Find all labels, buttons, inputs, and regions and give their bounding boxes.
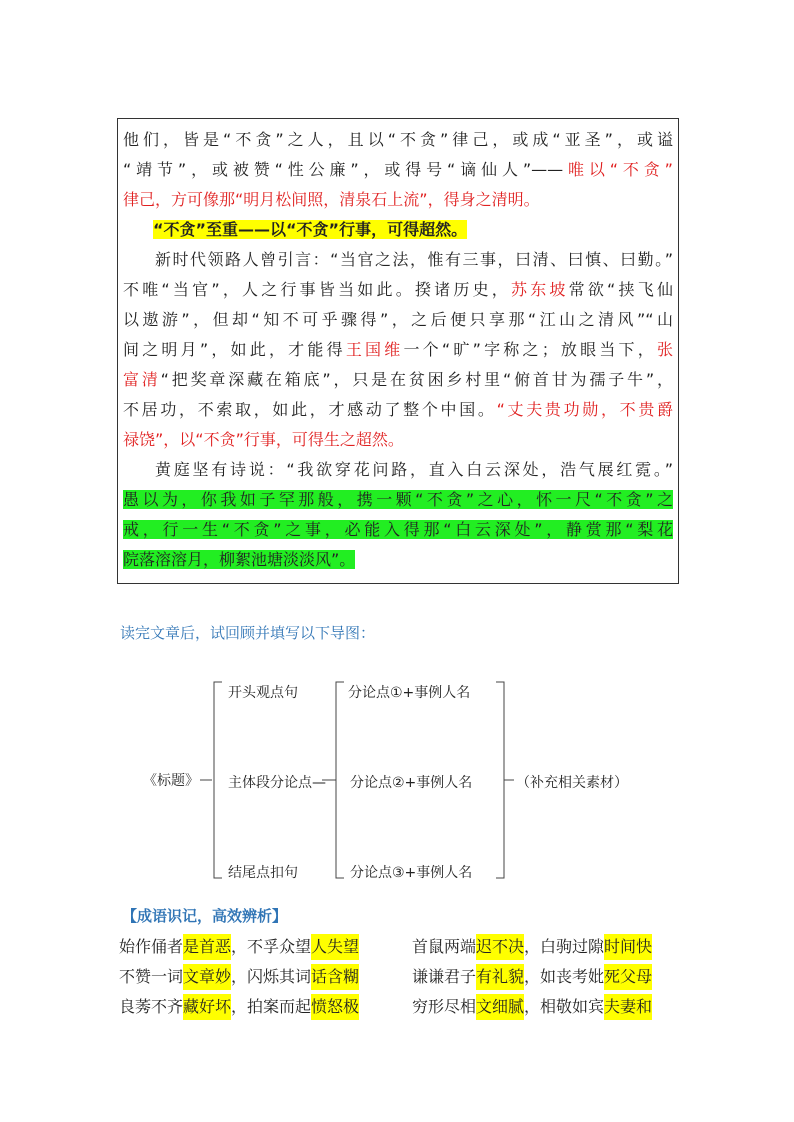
essay-text-segment: 愚以为，你我如子罕那般，携一颗“不贪”之心，怀一尺“不贪”之: [123, 490, 673, 509]
essay-line: [123, 155, 673, 185]
mind-map: [0, 670, 794, 890]
idiom-meaning: 人失望: [311, 934, 359, 960]
idiom-term: ，白驹过隙: [524, 937, 605, 956]
essay-text-segment: 苏东坡: [511, 280, 569, 299]
essay-text-segment: 律己，方可像那“明月松间照，清泉石上流”，得身之清明。: [123, 190, 540, 209]
mindmap-level1-ending: 结尾点扣句: [228, 865, 298, 881]
idiom-meaning: 愤怒极: [311, 994, 359, 1020]
idiom-meaning: 是首恶: [183, 934, 231, 960]
essay-text-segment: “不贪”至重——以“不贪”行事，可得超然。: [153, 220, 468, 239]
essay-text-segment: 新时代领路人曾引言：“当官之法，惟有三事，曰清、曰慎、曰勤。”: [155, 250, 673, 269]
essay-line: [123, 305, 673, 335]
idiom-meaning: 文细腻: [476, 994, 524, 1020]
idiom-term: ，相敬如宾: [524, 997, 605, 1016]
mindmap-point-3: 分论点③+事例人名: [350, 865, 473, 881]
level2-right-bracket: [496, 682, 504, 878]
essay-text-segment: 黄庭坚有诗说：“我欲穿花问路，直入白云深处，浩气展红霓。”: [155, 460, 673, 479]
essay-line: [123, 185, 673, 215]
essay-line: [123, 395, 673, 425]
idiom-pair-right: [412, 994, 652, 1020]
idiom-meaning: 夫妻和: [604, 994, 652, 1020]
idiom-term: 良莠不齐: [119, 997, 184, 1016]
essay-line: [123, 515, 673, 545]
essay-text-segment: 常欲“挟飞仙: [568, 280, 673, 299]
essay-text-segment: “靖节”，或被赞“性公廉”，或得号“谪仙人”——: [123, 160, 564, 179]
essay-line: [123, 455, 673, 485]
essay-line: [123, 245, 673, 275]
essay-text-segment: 富清: [123, 370, 161, 389]
essay-text-segment: 不唯“当官”，人之行事皆当如此。揆诸历史，: [123, 280, 511, 299]
level1-bracket: [214, 682, 222, 878]
idiom-term: ，闪烁其词: [231, 967, 312, 986]
essay-text-segment: 院落溶溶月，柳絮池塘淡淡风”。: [123, 550, 356, 569]
mindmap-extra: （补充相关素材）: [516, 775, 628, 791]
essay-text-segment: 以遨游”，但却“知不可乎骤得”，之后便只享那“江山之清风”“山: [123, 310, 673, 329]
essay-text-segment: 不居功，不索取，如此，才感动了整个中国。: [123, 400, 497, 419]
idiom-meaning: 死父母: [604, 964, 652, 990]
essay-line: [123, 215, 673, 245]
essay-text-segment: 一个“旷”字称之；放眼当下，: [403, 340, 657, 359]
essay-line: [123, 125, 673, 155]
essay-text-segment: 他们，皆是“不贪”之人，且以“不贪”律己，或成“亚圣”，或谥: [123, 130, 673, 149]
essay-line: [123, 545, 673, 575]
level2-bracket: [336, 682, 344, 878]
essay-text-segment: 禄饶”，以“不贪”行事，可得生之超然。: [123, 430, 404, 449]
idiom-term: 穷形尽相: [412, 997, 477, 1016]
idiom-meaning: 迟不决: [476, 934, 524, 960]
essay-line: [123, 425, 673, 455]
idiom-meaning: 有礼貌: [476, 964, 524, 990]
idiom-pair-right: [412, 964, 652, 990]
essay-text-segment: 间之明月”，如此，才能得: [123, 340, 346, 359]
idiom-term: 始作俑者: [119, 937, 184, 956]
mindmap-root: 《标题》: [143, 773, 199, 789]
mindmap-point-2: 分论点②+事例人名: [350, 775, 473, 791]
idiom-term: ，拍案而起: [231, 997, 312, 1016]
idiom-meaning: 藏好坏: [183, 994, 231, 1020]
mindmap-point-1: 分论点①+事例人名: [348, 685, 471, 701]
idiom-pair-left: [119, 964, 359, 990]
mindmap-prompt: 读完文章后，试回顾并填写以下导图：: [120, 624, 376, 642]
idiom-term: 首鼠两端: [412, 937, 477, 956]
idiom-pair-right: [412, 934, 652, 960]
idiom-term: 不赞一词: [119, 967, 184, 986]
essay-text-segment: 戒，行一生“不贪”之事，必能入得那“白云深处”，静赏那“梨花: [123, 520, 673, 539]
essay-text-segment: 王国维: [345, 340, 404, 359]
idiom-pair-left: [119, 994, 359, 1020]
essay-line: [123, 485, 673, 515]
idiom-meaning: 话含糊: [311, 964, 359, 990]
mindmap-level1-opening: 开头观点句: [228, 685, 298, 701]
idiom-term: ，不孚众望: [231, 937, 312, 956]
mindmap-level1-body: 主体段分论点—: [228, 775, 326, 791]
idiom-term: ，如丧考妣: [524, 967, 605, 986]
idiom-meaning: 时间快: [604, 934, 652, 960]
essay-text-segment: 唯以“不贪”: [563, 160, 673, 179]
essay-line: [123, 275, 673, 305]
essay-text-segment: “丈夫贵功勋，不贵爵: [496, 400, 673, 419]
essay-text-segment: “把奖章深藏在箱底”，只是在贫困乡村里“俯首甘为孺子牛”，: [160, 370, 673, 389]
idiom-meaning: 文章妙: [183, 964, 231, 990]
idiom-term: 谦谦君子: [412, 967, 477, 986]
idiom-section-title: 【成语识记，高效辨析】: [122, 907, 288, 925]
essay-line: [123, 335, 673, 365]
essay-line: [123, 365, 673, 395]
essay-text-segment: 张: [656, 340, 673, 359]
idiom-pair-left: [119, 934, 359, 960]
essay-box: [117, 118, 679, 584]
